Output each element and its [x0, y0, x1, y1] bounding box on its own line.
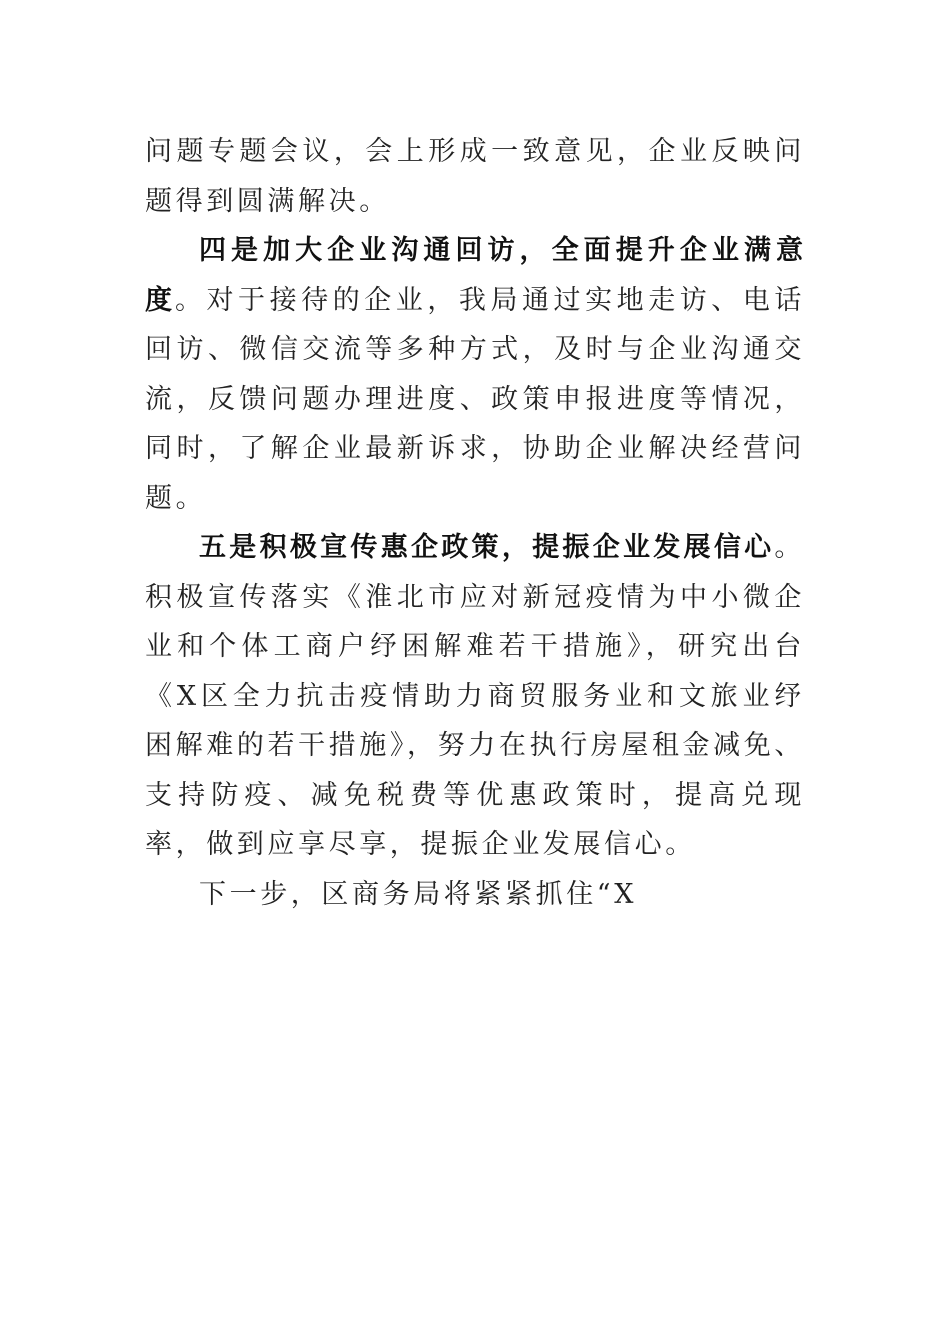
paragraph-text: 下一步，区商务局将紧紧抓住“X: [199, 878, 638, 910]
paragraph-text: 问题专题会议，会上形成一致意见，企业反映问题得到圆满解决。: [145, 136, 805, 217]
paragraph-lead-heading: 五是积极宣传惠企政策，提振企业发展信心: [199, 532, 775, 563]
paragraph-point-four: [145, 226, 805, 523]
paragraph-lead-heading: 四是加大企业沟通回访，全面提升企业满意度: [145, 235, 805, 316]
paragraph-text: 。积极宣传落实《淮北市应对新冠疫情为中小微企业和个体工商户纾困解难若干措施》，研究出台《X区全力抗击疫情助力商贸服务业和文旅业纾困解难的若干措施》，努力在执行房屋租金减免、支持防疫、减免税费等优惠政策时，提高兑现率，做到应享尽享，提振企业发展信心。: [145, 532, 805, 860]
paragraph-point-five: [145, 523, 805, 870]
paragraph-text: 。对于接待的企业，我局通过实地走访、电话回访、微信交流等多种方式，及时与企业沟通交流，反馈问题办理进度、政策申报进度等情况，同时，了解企业最新诉求，协助企业解决经营问题。: [145, 284, 806, 514]
document-body: [145, 127, 805, 919]
paragraph-continuation: [145, 127, 805, 226]
paragraph-next-step: [145, 870, 805, 920]
